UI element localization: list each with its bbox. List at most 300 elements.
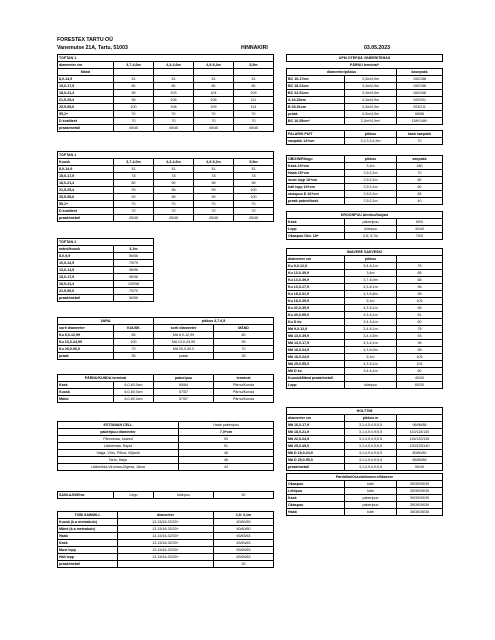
toftan1-title: TOFTAN 1 <box>58 55 274 62</box>
table-cell <box>118 561 214 568</box>
table-cell: Pärnu/Kunda <box>214 396 274 403</box>
table-cell: 21,5-50,0 <box>58 288 114 295</box>
table-cell: 44 <box>179 464 274 471</box>
table-cell: 63/63/63 <box>214 554 274 561</box>
table-cell: 2,5; 3,7m <box>345 233 397 240</box>
table-cell: Mänd (k.a metsakuiv) <box>58 526 118 533</box>
table-cell: D kvaliteet <box>58 208 114 215</box>
table-row <box>287 422 443 429</box>
table-row <box>58 281 154 288</box>
table-cell: Ku 25,0-50,0 <box>58 346 114 353</box>
toftan1-kuusk-title: TOFTAN 1 <box>58 152 274 159</box>
table-row <box>287 457 443 464</box>
table-cell: 4,3-6,1m <box>345 340 397 347</box>
table-cell: 70 <box>114 111 154 118</box>
table-row <box>58 267 154 274</box>
table-cell: 78 <box>397 263 443 270</box>
table-cell: 15,0-17,9 <box>58 173 114 180</box>
table-cell: 4,3-6,6m <box>345 291 397 298</box>
table-cell: kütepuu <box>345 382 397 389</box>
table-cell: 3,4m <box>345 270 397 277</box>
table-row <box>58 540 274 547</box>
kroonpuu-table <box>286 211 443 240</box>
table-cell: 45/45 <box>234 215 274 222</box>
table-row <box>58 533 274 540</box>
table-cell: 45/45 <box>154 215 194 222</box>
table-cell: 39/39/39/39 <box>397 502 443 509</box>
falaris-header <box>287 131 443 138</box>
table-cell: 70 <box>114 201 154 208</box>
table-cell: 70 <box>194 118 234 125</box>
document-date: 03.05.2023 <box>364 45 390 51</box>
table-cell: 93 <box>397 333 443 340</box>
table-cell: 160/168 <box>397 90 443 97</box>
table-cell: 80 <box>114 180 154 187</box>
table-row <box>287 429 443 436</box>
table-cell: 180 <box>397 163 443 170</box>
table-cell: 96/96 <box>114 267 154 274</box>
table-cell: 3,1;4,0;4,9;5,5 <box>345 443 397 450</box>
column-header: diameeter cm <box>58 62 114 69</box>
table-cell: hall lepp 16+cm <box>287 184 345 191</box>
table-cell: BC 18-21cm <box>287 83 345 90</box>
table-cell: 6,0-60,0cm <box>114 389 154 396</box>
table-cell: 45/45 <box>194 125 234 132</box>
table-cell: 4,3-6,1m <box>345 312 397 319</box>
table-cell: 78 <box>154 173 194 180</box>
table-cell: 111 <box>234 97 274 104</box>
table-row <box>287 450 443 457</box>
toftan2-header <box>58 246 154 253</box>
table-cell: 51 <box>114 76 154 83</box>
table-cell: 98 <box>234 180 274 187</box>
sanlajn-table <box>57 491 274 499</box>
column-header: 5,5m <box>234 62 274 69</box>
table-row <box>58 260 154 267</box>
table-cell: praak/metall <box>287 464 345 471</box>
table-cell: BC 22-51cm <box>287 90 345 97</box>
table-cell: 93 <box>114 194 154 201</box>
table-cell: 8,0-14,9 <box>58 76 114 83</box>
table-cell: 96 <box>154 187 194 194</box>
table-cell: 50 <box>214 492 274 499</box>
table-cell: D kvaliteet <box>58 118 114 125</box>
table-cell: 95 <box>214 339 274 346</box>
table-cell: 45/45 <box>114 215 154 222</box>
table-cell: 18,0-21,4 <box>58 281 114 288</box>
table-cell: 6,0-60,0cm <box>114 396 154 403</box>
column-header: sort/ diameeter <box>58 325 114 332</box>
table-row <box>287 83 443 90</box>
table-cell: 35 <box>214 353 274 360</box>
table-cell: 39/39/39/39 <box>397 481 443 488</box>
table-cell: 80 <box>397 177 443 184</box>
table-cell: 80 <box>114 83 154 90</box>
table-cell: 35 <box>114 353 154 360</box>
table-cell: must lepp 16+cm <box>287 177 345 184</box>
table-cell: 25,5-55,0 <box>58 104 114 111</box>
table-cell: Ku 40,0-55,0 <box>287 312 345 319</box>
table-cell: 80 <box>234 83 274 90</box>
vara-title: VARA <box>58 318 154 325</box>
table-row <box>287 333 443 340</box>
table-cell: 100 <box>114 104 154 111</box>
table-cell: 70 <box>154 201 194 208</box>
table-cell: 21,5-25,4 <box>58 97 114 104</box>
table-row <box>58 443 274 450</box>
table-row <box>287 481 443 488</box>
table-cell: 3,4-6,1m <box>345 263 397 270</box>
table-cell: Ku D kv. <box>287 319 345 326</box>
table-cell: 3,3m*/4,9m* <box>345 118 397 125</box>
table-cell: 18,0-21,4 <box>58 90 114 97</box>
parnu-col-terminal: terminal <box>214 375 274 382</box>
table-row <box>287 340 443 347</box>
table-cell: 45/45 <box>154 125 194 132</box>
table-row <box>287 138 443 145</box>
table-cell: 63/63/63 <box>214 547 274 554</box>
table-cell: 108 <box>154 104 194 111</box>
table-cell: 96 <box>397 284 443 291</box>
toftan1-table <box>57 54 274 132</box>
table-cell: praak paberi/kask <box>287 198 345 205</box>
column-header: saepakk <box>397 156 443 163</box>
table-cell: 3,3m/4,9m <box>345 83 397 90</box>
table-cell: 70 <box>214 346 274 353</box>
table-row <box>58 125 274 132</box>
parnu-col-paberipuu: paberipuu <box>154 375 214 382</box>
table-cell: 2,5;3,1m <box>345 177 397 184</box>
table-row <box>287 191 443 198</box>
table-cell: Mä 18,0-21,9 <box>287 429 345 436</box>
table-cell: küte <box>345 509 397 516</box>
table-cell: 70 <box>154 208 194 215</box>
table-cell: 2,5;3,1m <box>345 198 397 205</box>
table-cell: Must lepp <box>58 547 118 554</box>
table-cell: A 24-33cm <box>287 97 345 104</box>
table-cell: 98 <box>114 97 154 104</box>
column-header <box>397 415 443 422</box>
table-row <box>287 347 443 354</box>
table-row <box>287 375 443 382</box>
table-cell: 99 <box>194 187 234 194</box>
table-cell: SANLAJN/Eiva <box>58 492 114 499</box>
table-cell: 51 <box>234 76 274 83</box>
table-row <box>58 382 274 389</box>
table-cell: 70 <box>397 170 443 177</box>
table-cell: Mä 25,0-55,0 <box>287 361 345 368</box>
table-row <box>287 90 443 97</box>
column-header: 4,3-4,6m <box>154 62 194 69</box>
table-cell: 4,3-6,0m <box>345 347 397 354</box>
table-cell: 99 <box>194 194 234 201</box>
table-row <box>58 104 274 111</box>
table-cell: Okaspuu <box>287 502 345 509</box>
table-cell: 120/125/140 <box>397 443 443 450</box>
table-row <box>287 233 443 240</box>
table-row <box>287 263 443 270</box>
table-cell: 3,4-6,1m <box>345 319 397 326</box>
table-cell: küte <box>345 488 397 495</box>
table-cell: 96 <box>154 194 194 201</box>
table-cell: paberipuu <box>345 495 397 502</box>
table-row <box>58 274 154 281</box>
table-cell: Mä D 18,0-24,9 <box>287 450 345 457</box>
table-cell: Okaspuu <box>287 481 345 488</box>
document-title: HINNAKIRI <box>241 45 268 51</box>
table-row <box>287 436 443 443</box>
table-cell: 46 <box>179 450 274 457</box>
table-cell: 103 <box>397 298 443 305</box>
column-header: sort/ diameeter <box>154 325 214 332</box>
column-header: MÄND <box>214 325 274 332</box>
kroonpuu-title: KROONPUU Aleviku/Nuijala <box>287 212 443 219</box>
table-row <box>287 118 443 125</box>
table-row <box>287 284 443 291</box>
table-cell: 3,1;4,0;4,9;5,5 <box>345 457 397 464</box>
column-header: 4,3-4,6m <box>154 159 194 166</box>
table-cell: 6,1m <box>345 298 397 305</box>
table-row <box>58 208 274 215</box>
table-cell: 56/56 <box>114 295 154 302</box>
table-cell: 3,3m/4,9m <box>345 104 397 111</box>
table-cell: BC 16-17cm <box>287 76 345 83</box>
table-cell: Ku 9,0-12,9 <box>287 263 345 270</box>
table-cell: 30 <box>214 561 274 568</box>
table-cell: 78 <box>234 173 274 180</box>
table-row <box>287 361 443 368</box>
table-cell: 60 <box>397 319 443 326</box>
table-row <box>287 163 443 170</box>
table-row <box>58 253 154 260</box>
table-cell: 100 <box>114 339 154 346</box>
table-cell: 85/85/85 <box>397 457 443 464</box>
table-cell: 8,0-14,9 <box>58 166 114 173</box>
table-cell: 3,1;4,0;4,9;5,5 <box>345 422 397 429</box>
table-cell: 100 <box>234 187 274 194</box>
upm-subtitle: PÄRNU terminal* <box>349 63 380 67</box>
table-row <box>287 270 443 277</box>
table-row <box>58 180 274 187</box>
partidika-title: Partidika/Ossola/Imavere/Ilbavere <box>287 474 443 481</box>
table-row <box>287 97 443 104</box>
table-row <box>287 319 443 326</box>
table-row <box>58 288 154 295</box>
table-cell: 95 <box>114 90 154 97</box>
table-cell: 70 <box>114 208 154 215</box>
table-cell: 96/96/88 <box>397 422 443 429</box>
holttim-title: HOLTTIM <box>287 408 443 415</box>
table-cell: 96 <box>397 340 443 347</box>
table-cell: 70 <box>234 201 274 208</box>
table-cell: Mä 25,0-50,0 <box>154 346 214 353</box>
column-header: diameeter cm <box>287 256 345 263</box>
table-cell: 13-15/16-32/33+ <box>118 554 214 561</box>
table-cell: Mä 16,0-17,9 <box>287 422 345 429</box>
column-header: diameeter cm <box>287 415 345 422</box>
table-cell: Pärnu/Kunda <box>214 382 274 389</box>
table-cell: 4,3-6,1m <box>345 284 397 291</box>
table-row <box>58 464 274 471</box>
table-row <box>58 118 274 125</box>
table-cell: praak/metall <box>58 561 118 568</box>
table-cell: paberipuu <box>345 219 397 226</box>
table-cell: praak/metall <box>58 125 114 132</box>
table-row <box>287 198 443 205</box>
table-cell: praak/metall <box>58 215 114 222</box>
table-cell: 51 <box>179 443 274 450</box>
table-cell: Lepp <box>114 492 154 499</box>
table-cell: Mä 9,0-12,9 <box>287 326 345 333</box>
table-cell: Ku 18,0-31,9 <box>287 291 345 298</box>
table-cell: 2,5;3,1m <box>345 170 397 177</box>
table-cell: Ku 18,0-39,9 <box>287 298 345 305</box>
table-row <box>58 76 274 83</box>
table-cell: 13-15/16-32/33+ <box>118 533 214 540</box>
table-cell: 79/79 <box>114 260 154 267</box>
table-cell: 104 <box>397 361 443 368</box>
table-cell: 39/39/39/39 <box>397 495 443 502</box>
table-cell: Lepp <box>287 226 345 233</box>
table-cell: 96 <box>194 180 234 187</box>
table-cell: Mä 22,0-24,9 <box>287 436 345 443</box>
table-cell: 40 <box>397 198 443 205</box>
table-cell: Kuusk <box>58 389 114 396</box>
table-cell: 4,3-6,1m <box>345 305 397 312</box>
column-header: pikkus <box>345 256 397 263</box>
table-row <box>287 326 443 333</box>
holttim-table <box>286 407 443 471</box>
upm-col-kasepakk: kasepakk <box>397 69 443 76</box>
table-row <box>58 353 274 360</box>
table-cell: 10,0-12,9 <box>58 260 114 267</box>
table-cell: Kask 16+cm <box>287 163 345 170</box>
table-cell: Haab <box>58 533 118 540</box>
column-header: pikkus <box>345 131 397 138</box>
table-cell: Haab 16+cm <box>287 170 345 177</box>
table-cell: 51 <box>114 166 154 173</box>
table-cell: praak <box>58 353 114 360</box>
column-header: 4,9-5,2m <box>194 159 234 166</box>
estonian-cell-title: ESTONIAN CELL <box>58 422 179 429</box>
table-cell: okaspuu D 16+cm <box>287 191 345 198</box>
table-cell: Mä 13,0-24,99 <box>154 339 214 346</box>
upm-title: UPM OTEPÄÄ VINEERITEHAS <box>287 55 443 62</box>
table-row <box>58 90 274 97</box>
table-row <box>287 464 443 471</box>
table-cell: 91 <box>397 312 443 319</box>
table-cell: 3,1;3,3;4,9m <box>345 138 397 145</box>
table-cell: 3,1m <box>345 163 397 170</box>
table-row <box>58 457 274 464</box>
table-row <box>287 368 443 375</box>
table-cell: 53 <box>179 436 274 443</box>
table-cell: 70 <box>114 346 154 353</box>
table-cell: 13-15/16-32/33+ <box>118 547 214 554</box>
table-cell: 55,1+ <box>58 201 114 208</box>
table-row <box>287 443 443 450</box>
table-cell: 68/68 <box>397 111 443 118</box>
table-row <box>58 215 274 222</box>
table-cell: 96 <box>397 305 443 312</box>
table-cell: 15,0-17,9 <box>58 274 114 281</box>
table-cell: 93 <box>114 187 154 194</box>
table-cell: küte <box>345 481 397 488</box>
table-cell: 90 <box>154 180 194 187</box>
toftan1-kuusk-header <box>58 159 274 166</box>
table-cell: 63/63/63 <box>214 533 274 540</box>
table-cell: Mä 18,0-24,9 <box>287 354 345 361</box>
table-cell: Ku 13,0-39,9 <box>287 277 345 284</box>
table-cell: 96/96 <box>114 274 154 281</box>
table-cell: 8,0-9,9 <box>58 253 114 260</box>
column-header: pikkus <box>345 156 397 163</box>
toftan2-title: TOFTAN 2 <box>58 239 154 246</box>
table-cell: Lääne/Ida-Virumaa,Jõgeva, Järva <box>58 464 179 471</box>
vara-length: pikkus 3,7-6,5 <box>154 318 274 325</box>
table-cell: Kask <box>58 540 118 547</box>
table-cell: Okaspuu Dkv. 18+ <box>287 233 345 240</box>
table-cell: 103 <box>397 354 443 361</box>
table-cell: 100 <box>234 194 274 201</box>
table-row <box>287 509 443 516</box>
table-row <box>58 429 274 436</box>
table-cell: 13-15/16-32/33+ <box>118 526 214 533</box>
imavere-title: IMAVERE SAEVESKI <box>287 249 443 256</box>
table-cell: 60/60/60 <box>214 526 274 533</box>
table-row <box>287 76 443 83</box>
table-row <box>287 298 443 305</box>
table-cell: 3,1;4,0;4,9;5,5 <box>345 464 397 471</box>
table-row <box>287 291 443 298</box>
table-cell: 57/57 <box>154 389 214 396</box>
table-cell: 85 <box>114 332 154 339</box>
table-cell: Kask <box>287 219 345 226</box>
vara-header <box>58 325 274 332</box>
table-row <box>58 166 274 173</box>
column-header: OBIZIN/Rõngu <box>287 156 345 163</box>
table-cell: 115/120/135 <box>397 436 443 443</box>
column-header: KUUSK <box>114 325 154 332</box>
table-cell: kütepuu <box>345 226 397 233</box>
table-cell: Ku 32,0-39,9 <box>287 305 345 312</box>
table-cell: 2,5;3,1m <box>345 191 397 198</box>
table-cell: Ku 8,0-12,99 <box>58 332 114 339</box>
column-header: kask saepakk <box>397 131 443 138</box>
tobi-sawmill-table <box>57 511 274 568</box>
partidika-table <box>286 473 443 516</box>
table-cell: saepakk 14+cm <box>287 138 345 145</box>
company-name: FORESTEX TARTU OÜ <box>57 37 113 43</box>
table-cell: 46 <box>179 457 274 464</box>
table-cell: 21,5-25,4 <box>58 187 114 194</box>
table-cell: 109 <box>194 104 234 111</box>
table-cell: 65 <box>397 191 443 198</box>
table-cell: Mä 25,0-45,0 <box>287 443 345 450</box>
table-cell: 70/0 <box>397 233 443 240</box>
table-row <box>58 554 274 561</box>
table-cell: 114 <box>234 104 274 111</box>
parnu-kunda-title: PÄRNU/KUNDA terminal <box>58 375 154 382</box>
table-cell: 150/158 <box>397 83 443 90</box>
falaris-table <box>286 130 443 145</box>
imavere-header <box>287 256 443 263</box>
table-cell: 3,4-6,1m <box>345 326 397 333</box>
table-cell: 65/0 <box>397 219 443 226</box>
table-cell: paberipuu diameeter <box>58 429 179 436</box>
table-row <box>58 339 274 346</box>
vara-table <box>57 317 274 360</box>
